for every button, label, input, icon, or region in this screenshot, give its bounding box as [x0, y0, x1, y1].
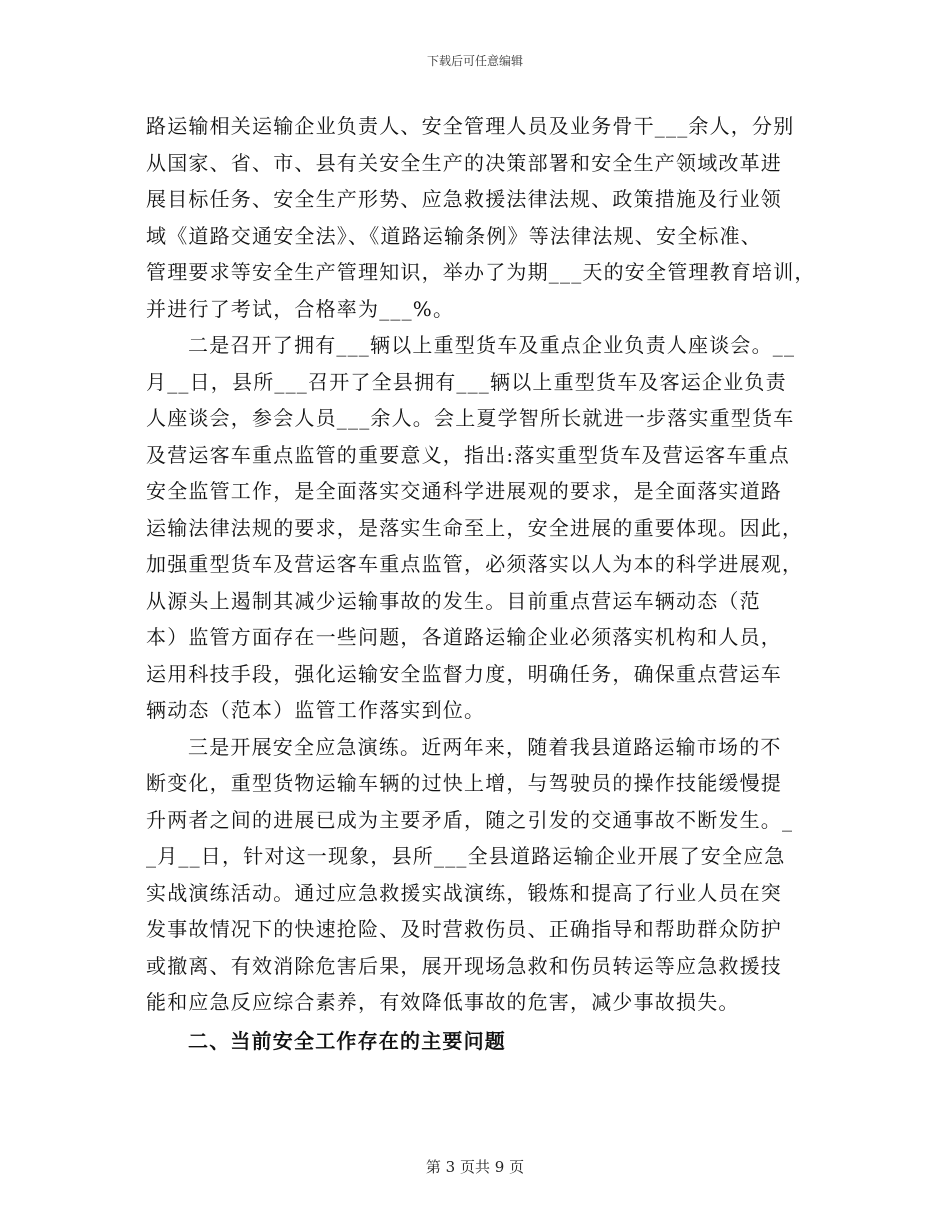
body-line: 实战演练活动。通过应急救援实战演练，锻炼和提高了行业人员在突: [146, 880, 782, 905]
body-line: 管理要求等安全生产管理知识，举办了为期___天的安全管理教育培训，: [146, 260, 816, 284]
body-line: 能和应急反应综合素养，有效降低事故的危害，减少事故损失。: [146, 990, 740, 1014]
body-line: 辆动态（范本）监管工作落实到位。: [146, 698, 486, 722]
page-header: 下载后可任意编辑: [426, 54, 523, 68]
body-line: 路运输相关运输企业负责人、安全管理人员及业务骨干___余人，分别: [146, 114, 795, 138]
body-line: 并进行了考试，合格率为___%。: [146, 296, 455, 321]
body-line: 加强重型货车及营运客车重点监管，必须落实以人为本的科学进展观，: [146, 552, 804, 576]
document-body: [146, 108, 816, 1059]
body-line: 断变化，重型货物运输车辆的过快上增，与驾驶员的操作技能缓慢提: [146, 771, 782, 795]
body-line: 本）监管方面存在一些问题，各道路运输企业必须落实机构和人员，: [146, 625, 782, 649]
body-line: 域《道路交通安全法》、《道路运输条例》等法律法规、安全标准、: [146, 223, 762, 248]
body-line: 人座谈会，参会人员___余人。会上夏学智所长就进一步落实重型货车: [146, 406, 795, 430]
body-line: 或撤离、有效消除危害后果，展开现场急救和伤员转运等应急救援技: [146, 953, 782, 978]
body-line: 展目标任务、安全生产形势、应急救援法律法规、政策措施及行业领: [146, 187, 782, 211]
body-line: 从国家、省、市、县有关安全生产的决策部署和安全生产领域改革进: [146, 150, 782, 175]
body-line: 运输法律法规的要求，是落实生命至上，安全进展的重要体现。因此，: [146, 515, 804, 540]
body-line: 从源头上遏制其减少运输事故的发生。目前重点营运车辆动态（范: [146, 588, 761, 613]
body-line: 安全监管工作，是全面落实交通科学进展观的要求，是全面落实道路: [146, 479, 782, 503]
paragraph-start-line: 二是召开了拥有___辆以上重型货车及重点企业负责人座谈会。__: [188, 333, 796, 357]
body-line: 月__日，县所___召开了全县拥有___辆以上重型货车及客运企业负责: [146, 369, 787, 394]
body-line: 升两者之间的进展已成为主要矛盾，随之引发的交通事故不断发生。_: [146, 807, 794, 832]
body-line: 运用科技手段，强化运输安全监督力度，明确任务，确保重点营运车: [146, 661, 782, 686]
page-number-footer: 第 3 页共 9 页: [425, 1158, 525, 1176]
paragraph-start-line: 三是开展安全应急演练。近两年来，随着我县道路运输市场的不: [188, 734, 782, 759]
body-line: _月__日，针对这一现象，县所___全县道路运输企业开展了安全应急: [146, 844, 786, 868]
body-line: 发事故情况下的快速抢险、及时营救伤员、正确指导和帮助群众防护: [146, 917, 782, 941]
section-heading: 二、当前安全工作存在的主要问题: [188, 1028, 506, 1053]
body-line: 及营运客车重点监管的重要意义，指出:落实重型货车及营运客车重点: [146, 442, 790, 467]
